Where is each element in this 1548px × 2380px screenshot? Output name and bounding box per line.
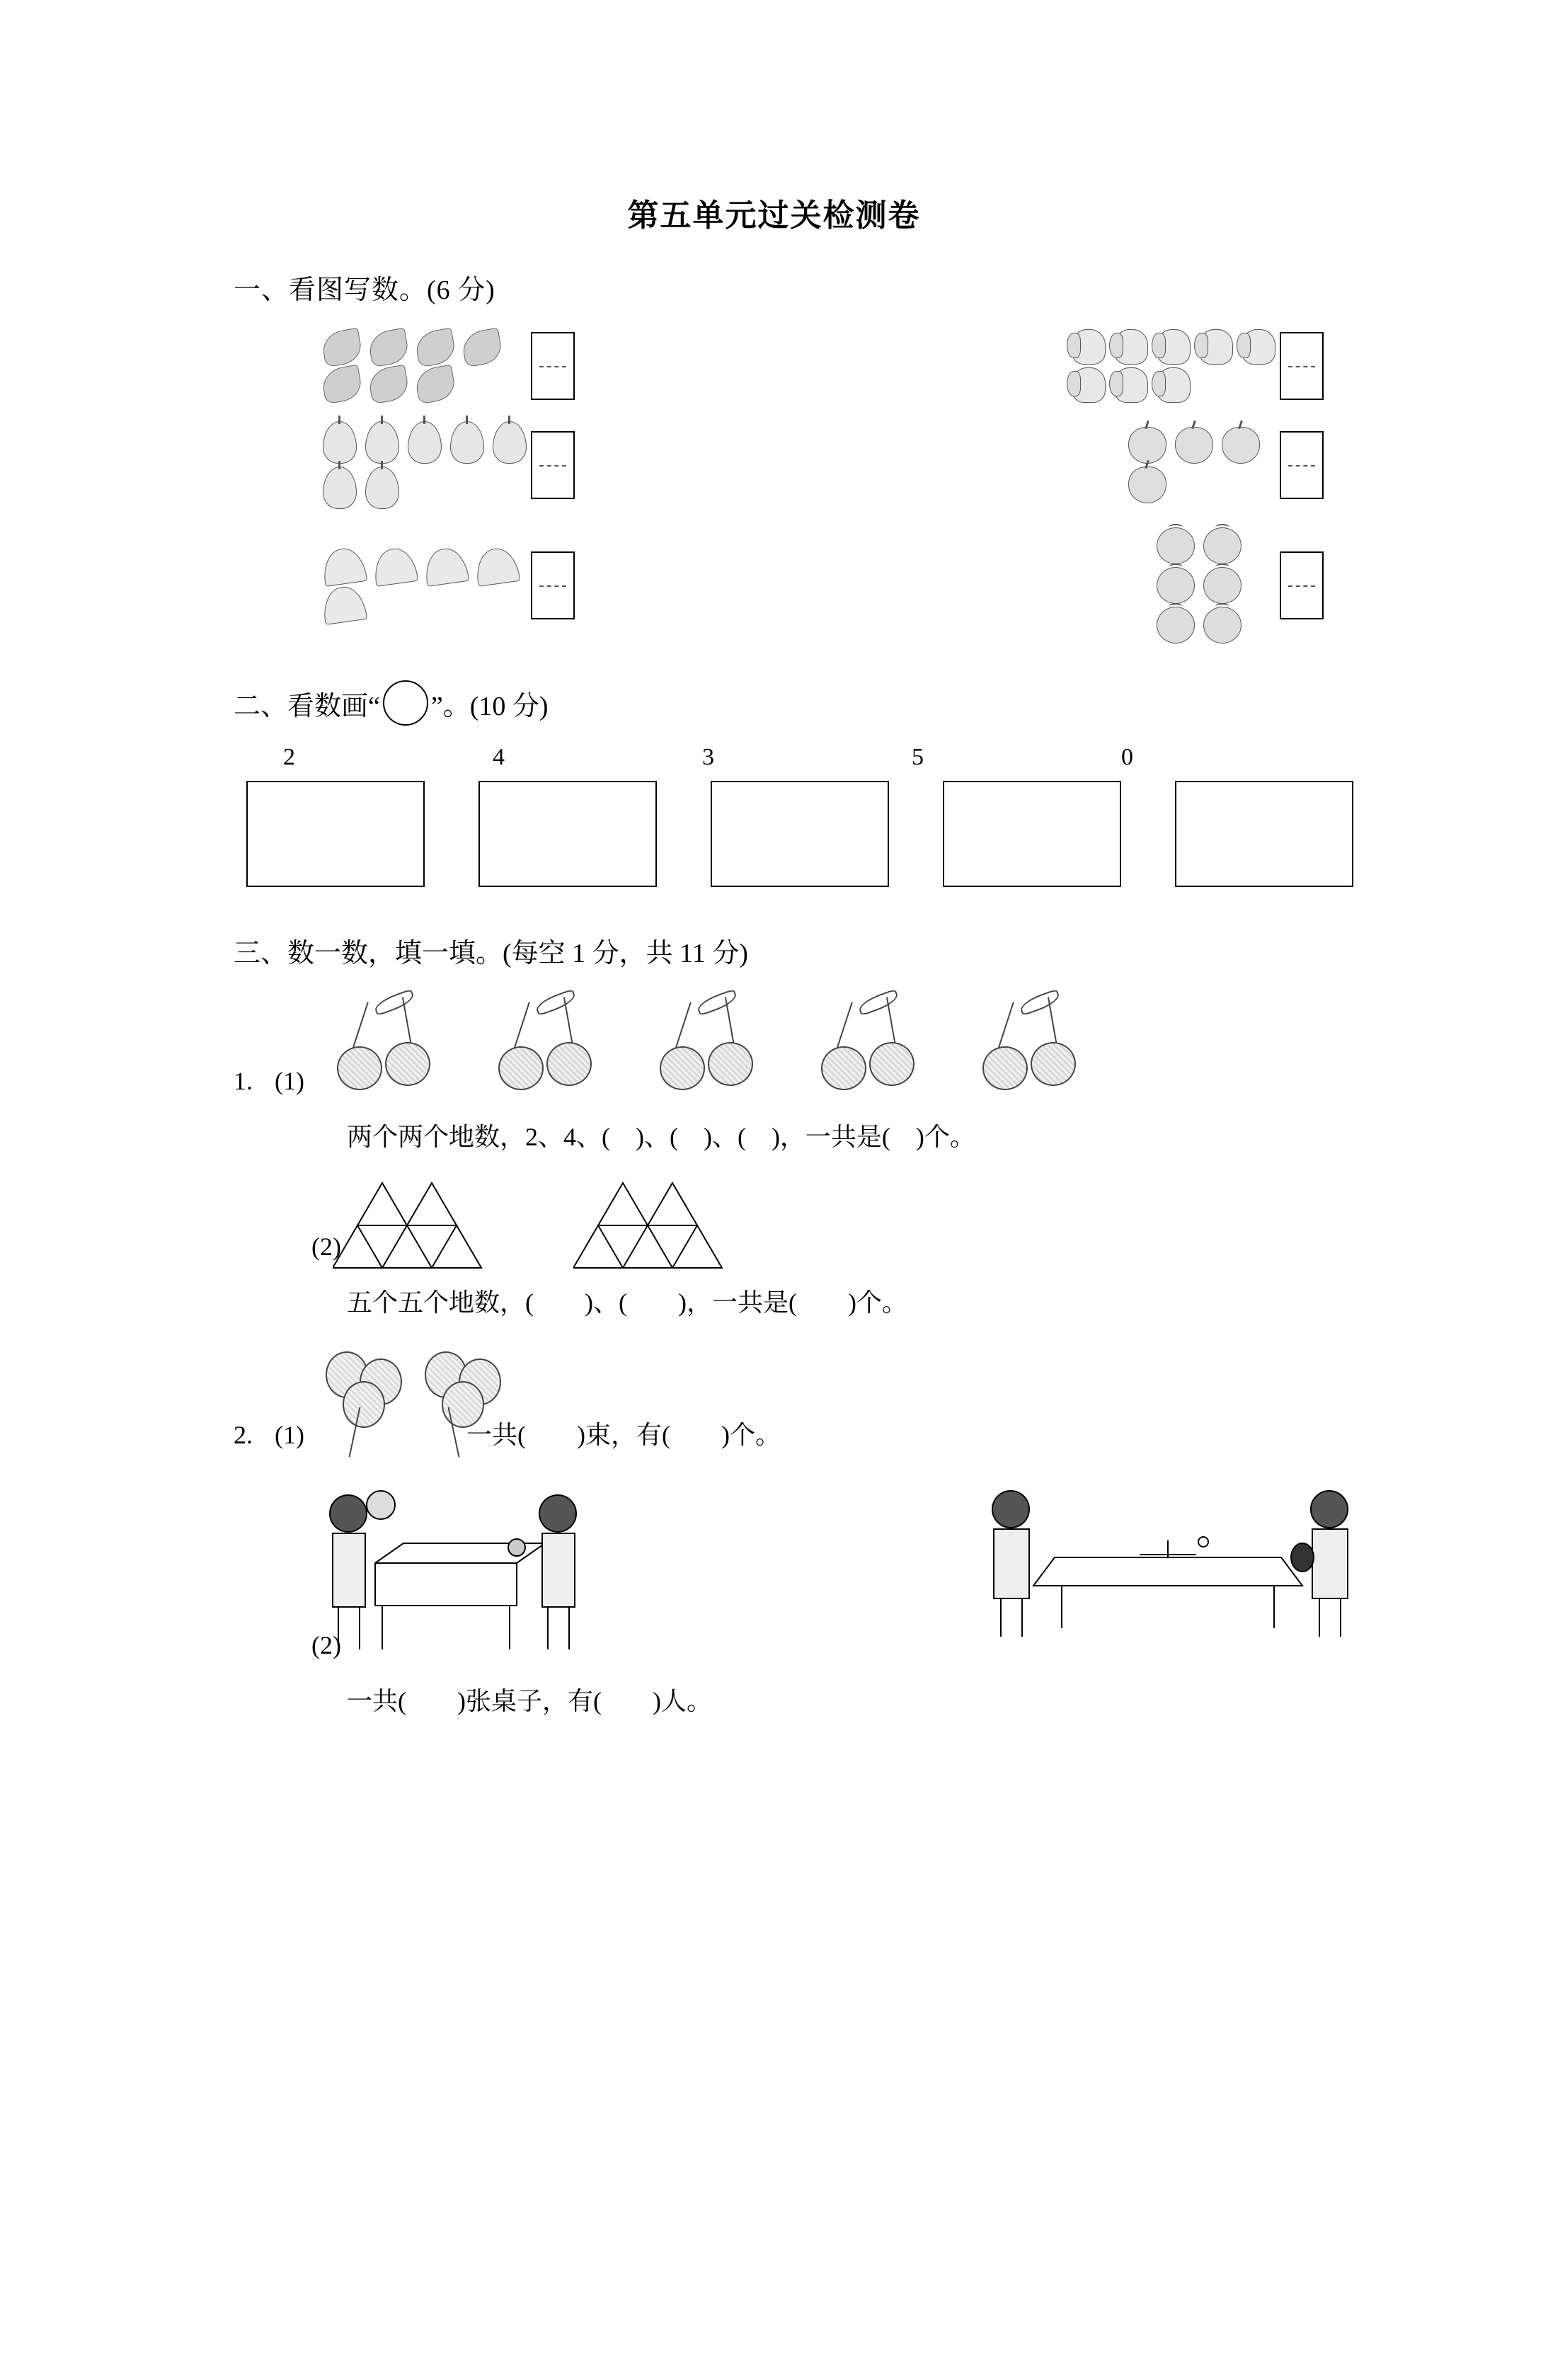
answer-box[interactable] <box>1280 332 1324 400</box>
section-1-row <box>234 526 1324 645</box>
apple-group <box>982 425 1280 505</box>
squirrel-group <box>982 328 1280 404</box>
section-2-heading-before: 二、看数画“ <box>234 691 380 721</box>
section-1-row <box>234 420 1324 510</box>
squirrel-icon <box>1199 329 1233 365</box>
squirrel-icon <box>1157 367 1191 403</box>
question-1-line <box>234 1066 1548 1096</box>
bird-icon <box>320 328 364 368</box>
section-2-number: 5 <box>912 744 924 770</box>
watermelon-icon <box>372 546 418 587</box>
section-2-number: 0 <box>1121 744 1133 770</box>
bird-icon <box>413 328 457 368</box>
section-1-heading: 一、看图写数。(6 分) <box>234 275 495 305</box>
bird-icon <box>367 328 411 368</box>
question-2-1-text: 一共( )束，有( )个。 <box>466 1421 781 1449</box>
tomato-icon <box>1203 567 1242 604</box>
question-1-2-label-line <box>311 1232 1548 1261</box>
tomato-icon <box>1157 527 1195 564</box>
section-2-heading <box>234 680 1548 726</box>
pear-icon <box>365 421 399 464</box>
pear-icon <box>493 421 527 464</box>
tomato-icon <box>1157 567 1195 604</box>
bird-group <box>234 329 531 403</box>
squirrel-icon <box>1114 367 1148 403</box>
draw-box[interactable] <box>711 781 889 887</box>
pear-icon <box>365 467 399 509</box>
section-1-row <box>234 328 1324 404</box>
pear-group <box>234 420 531 510</box>
worksheet-page <box>0 190 1548 2380</box>
pear-icon <box>450 421 484 464</box>
section-1-body <box>234 328 1324 645</box>
question-1-1-label: (1) <box>275 1067 304 1095</box>
answer-box[interactable] <box>531 551 575 619</box>
section-2-numbers <box>283 744 1331 771</box>
watermelon-icon <box>321 546 367 587</box>
table-tennis-svg <box>970 1472 1366 1649</box>
circle-icon <box>383 680 428 726</box>
bird-icon <box>367 365 411 405</box>
question-1-2-label: (2) <box>311 1232 341 1261</box>
squirrel-icon <box>1157 329 1191 365</box>
tomato-icon <box>1203 527 1242 564</box>
draw-box[interactable] <box>246 781 425 887</box>
watermelon-icon <box>423 546 469 587</box>
squirrel-icon <box>1242 329 1275 365</box>
section-2-heading-after: ”。(10 分) <box>430 691 549 721</box>
apple-icon <box>1175 427 1213 464</box>
squirrel-icon <box>1072 367 1106 403</box>
bird-icon <box>460 328 504 368</box>
watermelon-group <box>234 547 531 624</box>
section-2-boxes <box>246 781 1548 887</box>
apple-icon <box>1128 427 1166 464</box>
draw-box[interactable] <box>1175 781 1353 887</box>
squirrel-icon <box>1114 329 1148 365</box>
section-2-number: 2 <box>283 744 295 770</box>
watermelon-icon <box>474 546 520 587</box>
section-2-number: 3 <box>702 744 714 770</box>
tomato-group <box>1046 526 1280 645</box>
question-2-line <box>234 1415 1548 1451</box>
question-2-1-label: (1) <box>275 1421 304 1449</box>
question-1-2-text: 五个五个地数，( )、( )，一共是( )个。 <box>347 1288 907 1317</box>
watermelon-icon <box>321 584 367 625</box>
section-2-number: 4 <box>493 744 505 770</box>
answer-box[interactable] <box>531 332 575 400</box>
answer-box[interactable] <box>1280 551 1324 619</box>
question-2-2-label: (2) <box>311 1631 341 1659</box>
question-2-2-label-line <box>311 1630 1548 1660</box>
bird-icon <box>320 365 364 405</box>
page-title: 第五单元过关检测卷 <box>627 198 921 233</box>
draw-box[interactable] <box>943 781 1121 887</box>
pear-icon <box>323 421 357 464</box>
pear-icon <box>323 467 357 509</box>
question-1-number: 1. <box>234 1067 253 1095</box>
draw-box[interactable] <box>478 781 657 887</box>
section-3-heading: 三、数一数，填一填。(每空 1 分，共 11 分) <box>234 939 748 968</box>
tomato-icon <box>1203 607 1242 643</box>
answer-box[interactable] <box>1280 431 1324 499</box>
pear-icon <box>408 421 442 464</box>
bird-icon <box>413 365 457 405</box>
answer-box[interactable] <box>531 431 575 499</box>
apple-icon <box>1128 467 1166 503</box>
question-2-2-text: 一共( )张桌子，有( )人。 <box>347 1687 712 1715</box>
tomato-icon <box>1157 607 1195 643</box>
squirrel-icon <box>1072 329 1106 365</box>
question-2-number: 2. <box>234 1421 253 1449</box>
apple-icon <box>1222 427 1260 464</box>
question-1-1-text: 两个两个地数，2、4、( )、( )、( )，一共是( )个。 <box>347 1123 975 1151</box>
